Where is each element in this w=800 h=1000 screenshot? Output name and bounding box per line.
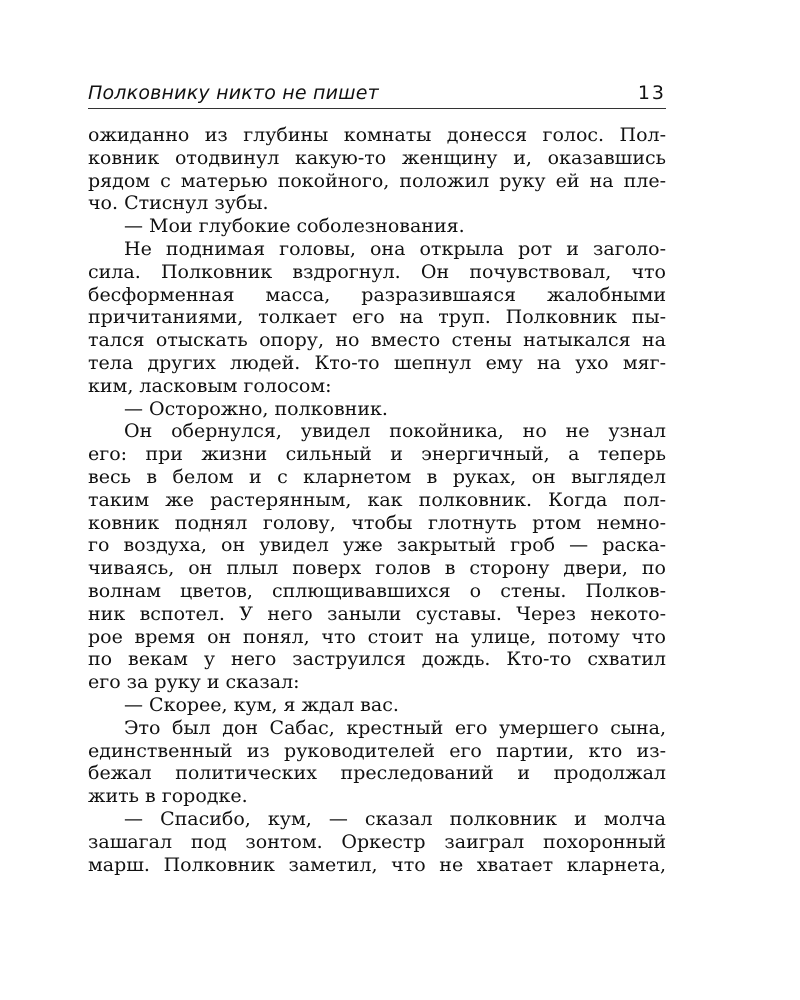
text-line: ник вспотел. У него заныли суставы. Через некото- xyxy=(88,602,666,625)
text-line: волнам цветов, сплющивавшихся о стены. Полков- xyxy=(88,579,666,602)
text-line: — Мои глубокие соболезнования. xyxy=(124,215,465,238)
text-line: единственный из руководителей его партии, кто из- xyxy=(88,739,666,762)
text-line: его: при жизни сильный и энергичный, а теперь xyxy=(88,443,666,466)
text-line: таким же растерянным, как полковник. Когда пол- xyxy=(88,488,666,511)
text-line: — Скорее, кум, я ждал вас. xyxy=(124,693,399,716)
text-line: рядом с матерью покойного, положил руку ей на пле- xyxy=(88,169,666,192)
running-title: Полковнику никто не пишет xyxy=(88,82,379,104)
text-line: сила. Полковник вздрогнул. Он почувствовал, что xyxy=(88,260,666,283)
text-line: ожиданно из глубины комнаты донесся голос. Пол- xyxy=(88,124,666,146)
text-line: Это был дон Сабас, крестный его умершего сына, xyxy=(124,716,666,739)
text-line: чиваясь, он плыл поверх голов в сторону двери, по xyxy=(88,557,666,580)
text-line: — Осторожно, полковник. xyxy=(124,397,388,420)
body-text xyxy=(88,124,666,876)
text-line: жить в городке. xyxy=(88,785,248,808)
text-line: по векам у него заструился дождь. Кто-то схватил xyxy=(88,648,666,671)
text-line: ковник отодвинул какую-то женщину и, оказавшись xyxy=(88,146,666,169)
text-line: тался отыскать опору, но вместо стены натыкался на xyxy=(88,329,666,352)
text-line: его за руку и сказал: xyxy=(88,671,300,694)
text-line: ковник поднял голову, чтобы глотнуть ртом немно- xyxy=(88,511,666,534)
text-line: бесформенная масса, разразившаяся жалобными xyxy=(88,283,666,306)
text-line: зашагал под зонтом. Оркестр заиграл похоронный xyxy=(88,830,666,853)
text-line: Он обернулся, увидел покойника, но не узнал xyxy=(124,420,666,443)
running-header xyxy=(88,80,666,109)
text-line: ким, ласковым голосом: xyxy=(88,374,332,397)
text-line: — Спасибо, кум, — сказал полковник и молча xyxy=(124,807,666,830)
text-line: причитаниями, толкает его на труп. Полковник пы- xyxy=(88,306,666,329)
text-line: рое время он понял, что стоит на улице, потому что xyxy=(88,625,666,648)
page-number: 13 xyxy=(637,82,666,104)
text-line: Не поднимая головы, она открыла рот и заголо- xyxy=(124,237,666,260)
text-line: тела других людей. Кто-то шепнул ему на ухо мяг- xyxy=(88,351,666,374)
text-line: марш. Полковник заметил, что не хватает кларнета, xyxy=(88,853,666,876)
text-line: го воздуха, он увидел уже закрытый гроб — раска- xyxy=(88,534,666,557)
text-line: бежал политических преследований и продолжал xyxy=(88,762,666,785)
text-line: весь в белом и с кларнетом в руках, он выглядел xyxy=(88,465,666,488)
text-line: чо. Стиснул зубы. xyxy=(88,192,269,215)
